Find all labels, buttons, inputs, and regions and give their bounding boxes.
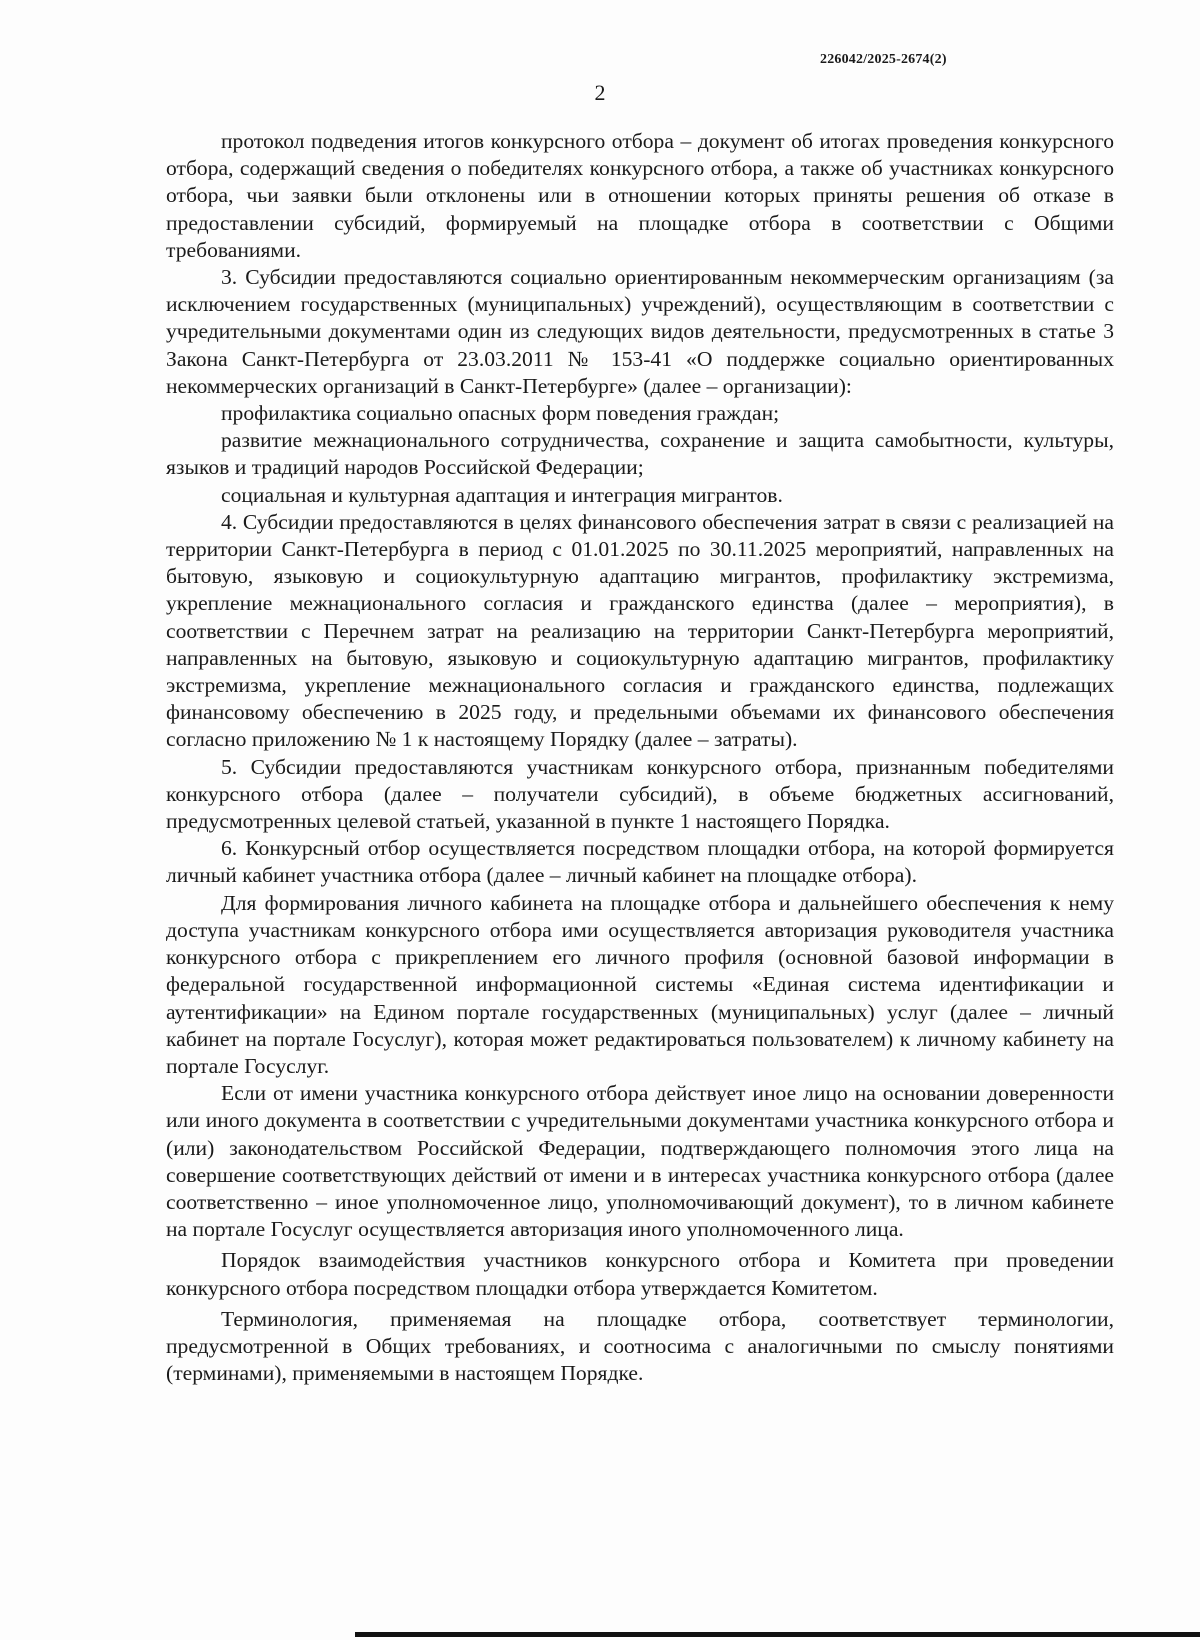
document-registration-number: 226042/2025-2674(2)	[820, 52, 947, 67]
list-item-activity-migrant-adaptation: социальная и культурная адаптация и интеграция мигрантов.	[221, 482, 783, 507]
paragraph-interaction-procedure: Порядок взаимодействия участников конкурсного отбора и Комитета при проведении конкурсного отбора посредством площадки отбора утверждается Комитетом.	[166, 1248, 1114, 1300]
paragraph-terminology: Терминология, применяемая на площадке отбора, соответствует терминологии, предусмотренной в Общих требованиях, и соотносима с аналогичными по смыслу понятиями (терминами), применяемыми в настоящем Порядке.	[166, 1306, 1114, 1386]
paragraph-clause-6: 6. Конкурсный отбор осуществляется посредством площадки отбора, на которой формируется личный кабинет участника отбора (далее – личный кабинет на площадке отбора).	[166, 836, 1114, 888]
page-number: 2	[594, 80, 606, 105]
paragraph-personal-account: Для формирования личного кабинета на площадке отбора и дальнейшего обеспечения к нему доступа участникам конкурсного отбора ими осуществляется авторизация руководителя участника конкурсного отбора с прикреплением его личного профиля (основной базовой информации в федеральной государственной информационной системы «Единая система идентификации и аутентификации» на Едином портале государственных (муниципальных) услуг (далее – личный кабинет на портале Госуслуг), которая может редактироваться пользователем) к личному кабинету на портале Госуслуг.	[166, 890, 1114, 1078]
paragraph-authorized-person: Если от имени участника конкурсного отбора действует иное лицо на основании доверенности или иного документа в соответствии с учредительными документами участника конкурсного отбора и (или) законодательством Российской Федерации, подтверждающего полномочия этого лица на совершение соответствующих действий от имени и в интересах участника конкурсного отбора (далее соответственно – иное уполномоченное лицо, уполномочивающий документ), то в личном кабинете на портале Госуслуг осуществляется авторизация иного уполномоченного лица.	[166, 1081, 1114, 1242]
paragraph-protocol-definition: протокол подведения итогов конкурсного отбора – документ об итогах проведения конкурсного отбора, содержащий сведения о победителях конкурсного отбора, а также об участниках конкурсного отбора, чьи заявки были отклонены или в отношении которых приняты решения об отказе в предоставлении субсидий, формируемый на площадке отбора в соответствии с Общими требованиями.	[166, 129, 1114, 262]
document-body	[166, 128, 1114, 1387]
paragraph-clause-4: 4. Субсидии предоставляются в целях финансового обеспечения затрат в связи с реализацией на территории Санкт-Петербурга в период с 01.01.2025 по 30.11.2025 мероприятий, направленных на бытовую, языковую и социокультурную адаптацию мигрантов, профилактику экстремизма, укрепление межнационального согласия и гражданского единства (далее – мероприятия), в соответствии с Перечнем затрат на реализацию на территории Санкт-Петербурга мероприятий, направленных на бытовую, языковую и социокультурную адаптацию мигрантов, профилактику экстремизма, укрепление межнационального согласия и гражданского единства, подлежащих финансовому обеспечению в 2025 году, и предельными объемами их финансового обеспечения согласно приложению № 1 к настоящему Порядку (далее – затраты).	[166, 509, 1114, 752]
paragraph-clause-3: 3. Субсидии предоставляются социально ориентированным некоммерческим организациям (за исключением государственных (муниципальных) учреждений), осуществляющим в соответствии с учредительными документами один из следующих видов деятельности, предусмотренных в статье 3 Закона Санкт-Петербурга от 23.03.2011 № 153-41 «О поддержке социально ориентированных некоммерческих организаций в Санкт-Петербурге» (далее – организации):	[166, 265, 1114, 398]
list-item-activity-prevention: профилактика социально опасных форм поведения граждан;	[221, 401, 780, 426]
bottom-scan-edge-line	[355, 1632, 1200, 1637]
paragraph-clause-5: 5. Субсидии предоставляются участникам конкурсного отбора, признанным победителями конкурсного отбора (далее – получатели субсидий), в объеме бюджетных ассигнований, предусмотренных целевой статьей, указанной в пункте 1 настоящего Порядка.	[166, 754, 1114, 834]
list-item-activity-interethnic: развитие межнационального сотрудничества, сохранение и защита самобытности, культуры, языков и традиций народов Российской Федерации;	[166, 428, 1114, 480]
